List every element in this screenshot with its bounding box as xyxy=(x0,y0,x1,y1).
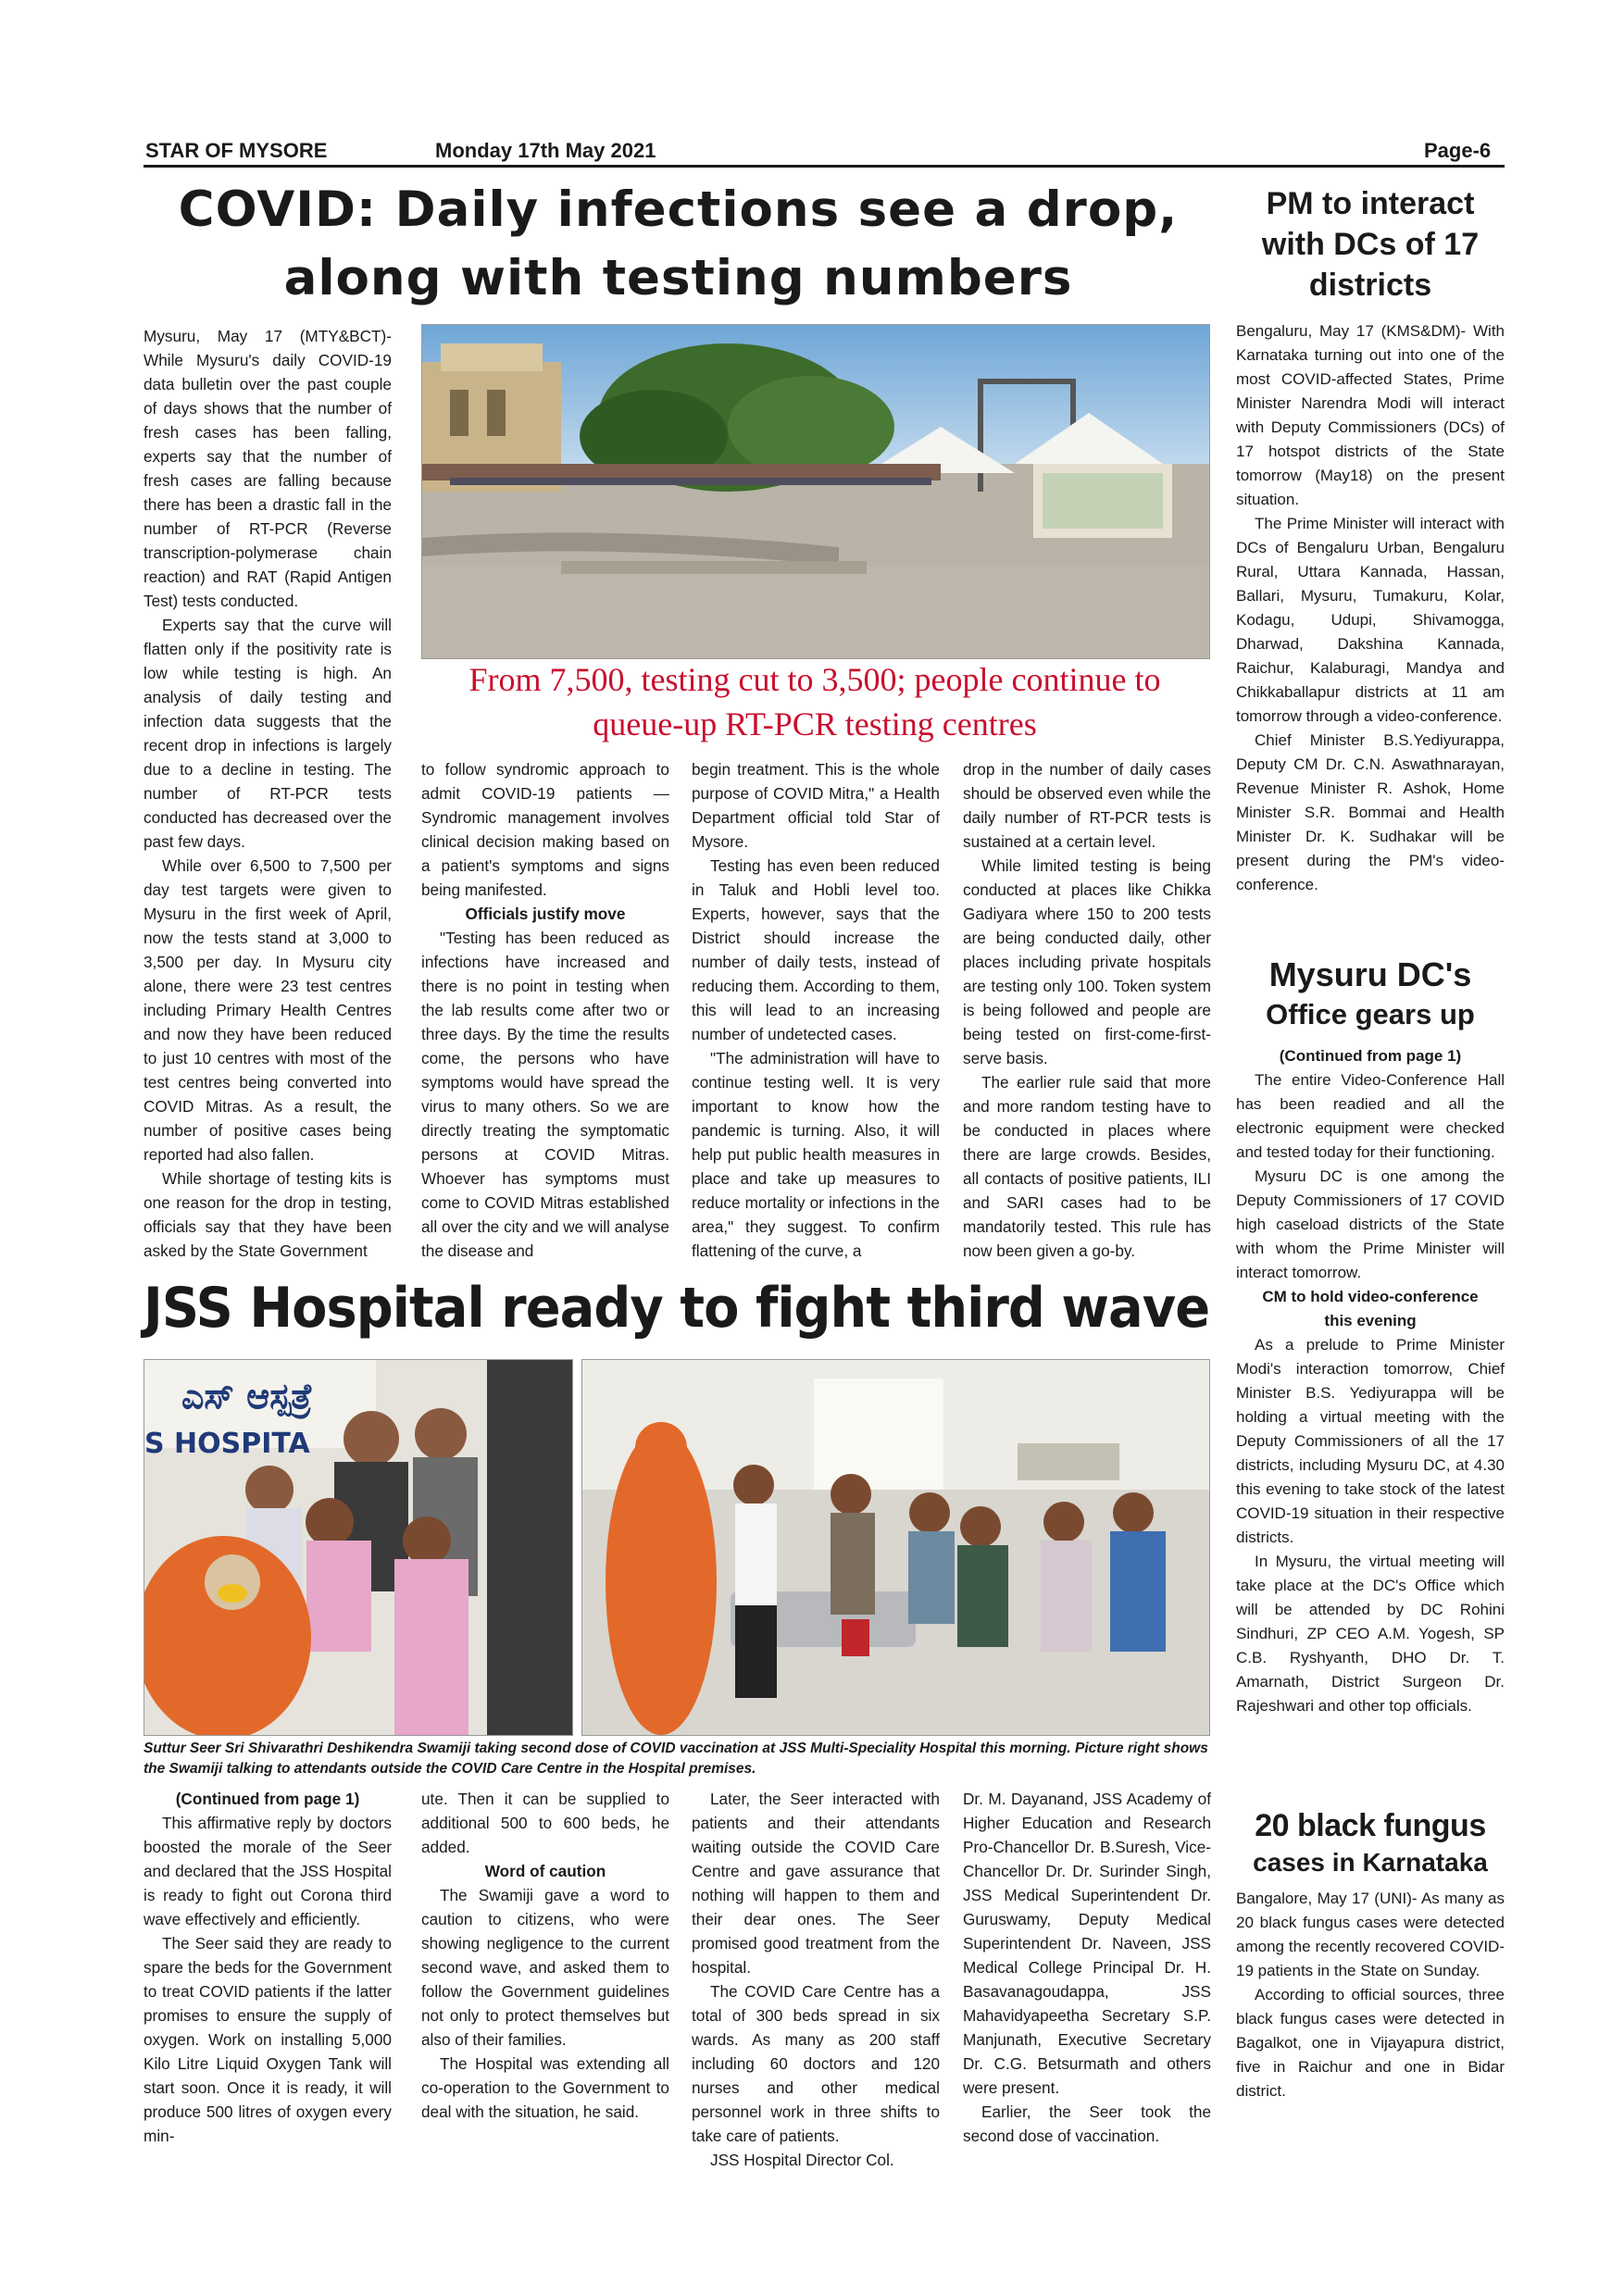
pm-story-headline: PM to interact with DCs of 17 districts xyxy=(1261,186,1480,303)
main-story-column-3 xyxy=(692,757,940,1263)
dc-headline-line1: Mysuru DC's xyxy=(1268,955,1472,993)
continued-label: (Continued from page 1) xyxy=(175,1790,360,1808)
paper-name: STAR OF MYSORE xyxy=(145,139,328,162)
photo-caption-red: From 7,500, testing cut to 3,500; people continue to queue-up RT-PCR testing centres xyxy=(468,661,1161,742)
pm-story-body xyxy=(1236,319,1505,897)
fungus-story-body xyxy=(1236,1887,1505,2103)
testing-centre-photo xyxy=(421,324,1210,659)
jss-story-paragraph: The COVID Care Centre has a total of 300 beds spread in six wards. As many as 200 staff including 60 doctors and 120 nurses and other medical personnel work in three shifts to take care of patients. xyxy=(692,1982,940,2145)
main-headline xyxy=(148,176,1208,313)
dc-story-headline xyxy=(1236,954,1505,1033)
sign-hospital: S HOSPITA xyxy=(144,1428,310,1460)
main-story-paragraph: While shortage of testing kits is one reason for the drop in testing, officials say that they have been asked by the State Government xyxy=(144,1169,392,1260)
jss-story-column-4 xyxy=(963,1787,1211,2148)
jss-story-column-3 xyxy=(692,1787,940,2172)
jss-headline: JSS Hospital ready to fight third wave xyxy=(144,1276,1210,1341)
main-story-column-4 xyxy=(963,757,1211,1263)
continued-label: (Continued from page 1) xyxy=(1279,1047,1462,1065)
main-story-paragraph: Mysuru, May 17 (MTY&BCT)- While Mysuru's daily COVID-19 data bulletin over the past couple of days shows that the number of fresh cases has been falling, experts say that the number of fresh cases are falling because there has been a drastic fall in the number of RT-PCR (Reverse transcription-polymerase chain reaction) and RAT (Rapid Antigen Test) tests conducted. xyxy=(144,327,392,610)
fungus-headline-line2: cases in Karnataka xyxy=(1253,1848,1488,1877)
main-story-paragraph: to follow syndromic approach to admit COVID-19 patients — Syndromic management involves clinical decision making based on a patient's symptoms and signs being manifested. xyxy=(421,760,669,899)
subhead-cm-video-conference: CM to hold video-conference this evening xyxy=(1262,1288,1479,1329)
jss-story-paragraph: Later, the Seer interacted with patients and their attendants waiting outside the COVID Care Centre and gave assurance that nothing will happen to them and their dear ones. The Seer promised good treatment from the hospital. xyxy=(692,1790,940,1977)
jss-photo-caption: Suttur Seer Sri Shivarathri Deshikendra Swamiji taking second dose of COVID vaccination at JSS Multi-Speciality Hospital this morning. Picture right shows the Swamiji talking to attendants outside the COVID Care Centre in the Hospital premises. xyxy=(144,1741,1208,1777)
subhead-officials-justify: Officials justify move xyxy=(465,905,626,923)
fungus-headline-line1: 20 black fungus xyxy=(1255,1808,1486,1843)
jss-story-paragraph: The Swamiji gave a word to caution to citizens, who were showing negligence to the current second wave, and asked them to follow the Government guidelines not only to protect themselves but also of their families. xyxy=(421,1886,669,2049)
dc-story-paragraph: In Mysuru, the virtual meeting will take place at the DC's Office which will be attended by DC Rohini Sindhuri, ZP CEO A.M. Yogesh, SP C.B. Ryshyanth, DHO Dr. T. Amarnath, District Surgeon Dr. Rajeshwari and other top officials. xyxy=(1236,1553,1505,1715)
subhead-word-of-caution: Word of caution xyxy=(484,1862,606,1880)
vaccination-illustration xyxy=(144,1360,572,1735)
main-story-paragraph: While limited testing is being conducted at places like Chikka Gadiyara where 150 to 200 tests are being conducted daily, other places including private hospitals are testing only 100. Token system is being followed and people are being tested on first-come-first-serve basis. xyxy=(963,856,1211,1067)
main-headline-line2: along with testing numbers xyxy=(283,250,1073,306)
main-story-paragraph: Experts say that the curve will flatten only if the positivity rate is low while testing is high. An analysis of daily testing and infection data suggests that the recent drop in infections is largely due to a decline in testing. The number of RT-PCR tests conducted has decreased over the past few days. xyxy=(144,616,392,851)
main-story-paragraph: "The administration will have to continue testing well. It is very important to know how the pandemic is turning. Also, it will help put public health measures in place and take up measures to reduce mortality or infections in the area," they suggest. To confirm flattening of the curve, a xyxy=(692,1049,940,1260)
jss-story-column-2 xyxy=(421,1787,669,2124)
jss-story-paragraph: The Hospital was extending all co-operation to the Government to deal with the situation, he said. xyxy=(421,2054,669,2121)
dc-headline-line2: Office gears up xyxy=(1266,998,1475,1030)
fungus-story-headline xyxy=(1236,1805,1505,1879)
main-story-paragraph: The earlier rule said that more and more random testing have to be conducted in places where there are large crowds. Besides, all contacts of positive patients, ILI and SARI cases had to be mandatorily tested. This rule has now been given a go-by. xyxy=(963,1073,1211,1260)
sign-kannada: ಎಸ್ ಆಸ್ಪತ್ರೆ xyxy=(181,1376,313,1416)
main-story-paragraph: drop in the number of daily cases should be observed even while the daily number of RT-PCR tests is sustained at a certain level. xyxy=(963,760,1211,851)
issue-date: Monday 17th May 2021 xyxy=(435,139,656,162)
fungus-story-paragraph: According to official sources, three black fungus cases were detected in Bagalkot, one in Vijayapura district, five in Raichur and one in Bidar district. xyxy=(1236,1986,1505,2100)
page-number: Page-6 xyxy=(1424,139,1492,162)
dc-story-paragraph: Mysuru DC is one among the Deputy Commissioners of 17 COVID high caseload districts of the State with whom the Prime Minister will interact tomorrow. xyxy=(1236,1167,1505,1281)
jss-story-column-1 xyxy=(144,1787,392,2148)
pm-story-paragraph: The Prime Minister will interact with DCs of Bengaluru Urban, Bengaluru Rural, Uttara Kannada, Hassan, Ballari, Mysuru, Tumakuru, Kolar, Kodagu, Udupi, Shivamogga, Dharwad, Dakshina Kannada, Raichur, Kalaburagi, Mandya and Chikkaballapur districts at 11 am tomorrow through a video-conference. xyxy=(1236,515,1505,725)
main-headline-line1: COVID: Daily infections see a drop, xyxy=(178,181,1179,238)
header-rule xyxy=(144,165,1505,168)
pm-story-paragraph: Chief Minister B.S.Yediyurappa, Deputy CM Dr. C.N. Aswathnarayan, Revenue Minister R. Ashok, Home Minister S.R. Bommai and Health Minister Dr. K. Sudhakar will be present during the PM's video-conference. xyxy=(1236,731,1505,893)
pm-story-paragraph: Bengaluru, May 17 (KMS&DM)- With Karnataka turning out into one of the most COVID-affected States, Prime Minister Narendra Modi will interact with Deputy Commissioners (DCs) of 17 hotspot districts of the State tomorrow (May18) on the present situation. xyxy=(1236,322,1505,508)
jss-story-paragraph: The Seer said they are ready to spare the beds for the Government to treat COVID patients if the latter promises to ensure the supply of oxygen. Work on installing 5,000 Kilo Litre Liquid Oxygen Tank will start soon. Once it is ready, it will produce 500 litres of oxygen every min- xyxy=(144,1934,392,2145)
vaccination-photo xyxy=(144,1359,573,1736)
main-story-column-1 xyxy=(144,324,392,1263)
fungus-story-paragraph: Bangalore, May 17 (UNI)- As many as 20 black fungus cases were detected among the recently recovered COVID-19 patients in the State on Sunday. xyxy=(1236,1890,1505,1979)
jss-story-paragraph: Dr. M. Dayanand, JSS Academy of Higher Education and Research Pro-Chancellor Dr. B.Suresh, Vice-Chancellor Dr. Dr. Surinder Singh, JSS Medical Superintendent Dr. Guruswamy, Deputy Medical Superintendent Dr. Naveen, JSS Medical College Principal Dr. H. Basavanagoudappa, JSS Mahavidyapeetha Secretary S.P. Manjunath, Executive Secretary Dr. C.G. Betsurmath and others were present. xyxy=(963,1790,1211,2097)
testing-centre-illustration xyxy=(422,325,1209,658)
dc-story-paragraph: The entire Video-Conference Hall has been readied and all the electronic equipment were checked and tested today for their functioning. xyxy=(1236,1071,1505,1161)
dc-story-paragraph: As a prelude to Prime Minister Modi's interaction tomorrow, Chief Minister B.S. Yediyurappa will be holding a virtual meeting with the Deputy Commissioners of all the 17 districts, including Mysuru DC, at 4.30 this evening to take stock of the latest COVID-19 situation in their respective districts. xyxy=(1236,1336,1505,1546)
jss-story-paragraph: This affirmative reply by doctors boosted the morale of the Seer and declared that the JSS Hospital is ready to fight out Corona third wave effectively and efficiently. xyxy=(144,1814,392,1928)
covid-care-illustration xyxy=(582,1360,1209,1735)
jss-story-paragraph: JSS Hospital Director Col. xyxy=(710,2151,894,2169)
covid-care-centre-photo xyxy=(581,1359,1210,1736)
jss-story-paragraph: Earlier, the Seer took the second dose of vaccination. xyxy=(963,2103,1211,2145)
jss-story-paragraph: ute. Then it can be supplied to additional 500 to 600 beds, he added. xyxy=(421,1790,669,1856)
main-story-paragraph: While over 6,500 to 7,500 per day test targets were given to Mysuru in the first week of April, now the tests stand at 3,000 to 3,500 per day. In Mysuru city alone, there were 23 test centres including Primary Health Centres and now they have been reduced to just 10 centres with most of the test centres being converted into COVID Mitras. As a result, the number of positive cases being reported had also fallen. xyxy=(144,856,392,1164)
main-story-paragraph: "Testing has been reduced as infections have increased and there is no point in testing when the lab results come after two or three days. By the time the results come, the persons who have symptoms would have spread the virus to many others. So we are directly treating the symptomatic persons at COVID Mitras. Whoever has symptoms must come to COVID Mitras established all over the city and we will analyse the disease and xyxy=(421,929,669,1260)
main-story-column-2 xyxy=(421,757,669,1263)
main-story-paragraph: Testing has even been reduced in Taluk and Hobli level too. Experts, however, says that the District should increase the number of daily tests, instead of reducing them. According to them, this will lead to an increasing number of undetected cases. xyxy=(692,856,940,1043)
dc-story-body xyxy=(1236,1044,1505,1718)
main-story-paragraph: begin treatment. This is the whole purpose of COVID Mitra," a Health Department official told Star of Mysore. xyxy=(692,760,940,851)
